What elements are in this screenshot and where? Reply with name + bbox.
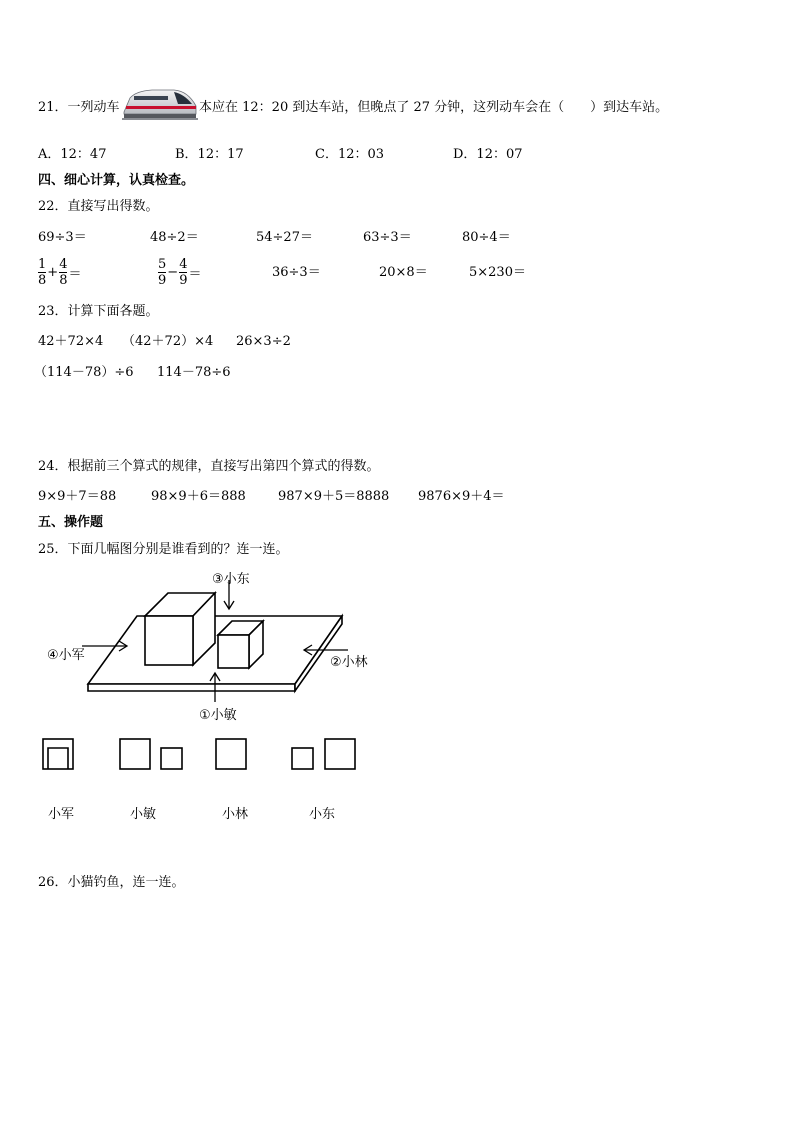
q22-item-10: 5×230＝	[469, 265, 526, 280]
section-5-heading: 五、操作题	[38, 515, 104, 530]
name-xiaodong[interactable]: 小东	[309, 807, 336, 822]
q23-item-5: 114－78÷6	[157, 365, 231, 380]
q22-item-1: 69÷3＝	[38, 230, 87, 245]
q24-item-3: 987×9＋5＝8888	[278, 489, 390, 504]
q22-item-2: 48÷2＝	[150, 230, 199, 245]
q24-item-1: 9×9＋7＝88	[38, 489, 117, 504]
view-3-square	[216, 739, 246, 769]
q25-title: 25．下面几幅图分别是谁看到的？连一连。	[38, 542, 289, 557]
q22-item-9: 20×8＝	[379, 265, 428, 280]
q21-option-c[interactable]: C．12：03	[315, 147, 385, 162]
q21-text-after: 本应在 12：20 到达车站，但晚点了 27 分钟，这列动车会在（ ）到达车站。	[199, 100, 669, 115]
q21-option-b[interactable]: B．12：17	[175, 147, 244, 162]
q22-title: 22．直接写出得数。	[38, 199, 159, 214]
label-xiaodong: ③小东	[212, 572, 250, 587]
small-cube-front	[218, 635, 249, 668]
board-front	[88, 684, 295, 691]
q21-text-before: 21．一列动车	[38, 100, 120, 115]
view-4-small	[292, 748, 313, 769]
q23-item-2: （42＋72）×4	[122, 334, 214, 349]
q22-item-4: 63÷3＝	[363, 230, 412, 245]
name-xiaojun[interactable]: 小军	[48, 807, 75, 822]
q21-option-d[interactable]: D．12：07	[453, 147, 523, 162]
q23-item-4: （114－78）÷6	[34, 365, 134, 380]
q24-item-4: 9876×9＋4＝	[418, 489, 505, 504]
label-xiaomin: ①小敏	[199, 708, 237, 723]
label-xiaolin: ②小林	[330, 655, 368, 670]
name-xiaolin[interactable]: 小林	[222, 807, 249, 822]
q26-title: 26．小猫钓鱼，连一连。	[38, 875, 185, 890]
q23-item-1: 42＋72×4	[38, 334, 104, 349]
view-2-small	[161, 748, 182, 769]
q22-fraction-1: $\frac{1}{8}$ + $\frac{4}{8}$ ＝	[38, 257, 82, 288]
view-2-big	[120, 739, 150, 769]
q22-item-8: 36÷3＝	[272, 265, 321, 280]
view-4-big	[325, 739, 355, 769]
big-cube-front	[145, 616, 193, 665]
name-xiaomin[interactable]: 小敏	[130, 807, 157, 822]
label-xiaojun: ④小军	[47, 648, 85, 663]
q22-item-3: 54÷27＝	[256, 230, 313, 245]
q21-option-a[interactable]: A．12：47	[38, 147, 107, 162]
q24-item-2: 98×9＋6＝888	[151, 489, 246, 504]
q23-title: 23．计算下面各题。	[38, 304, 159, 319]
q24-title: 24．根据前三个算式的规律，直接写出第四个算式的得数。	[38, 459, 380, 474]
q23-item-3: 26×3÷2	[236, 334, 291, 349]
q22-fraction-2: $\frac{5}{9}$ − $\frac{4}{9}$ ＝	[158, 257, 202, 288]
q22-item-5: 80÷4＝	[462, 230, 511, 245]
section-4-heading: 四、细心计算，认真检查。	[38, 173, 195, 188]
